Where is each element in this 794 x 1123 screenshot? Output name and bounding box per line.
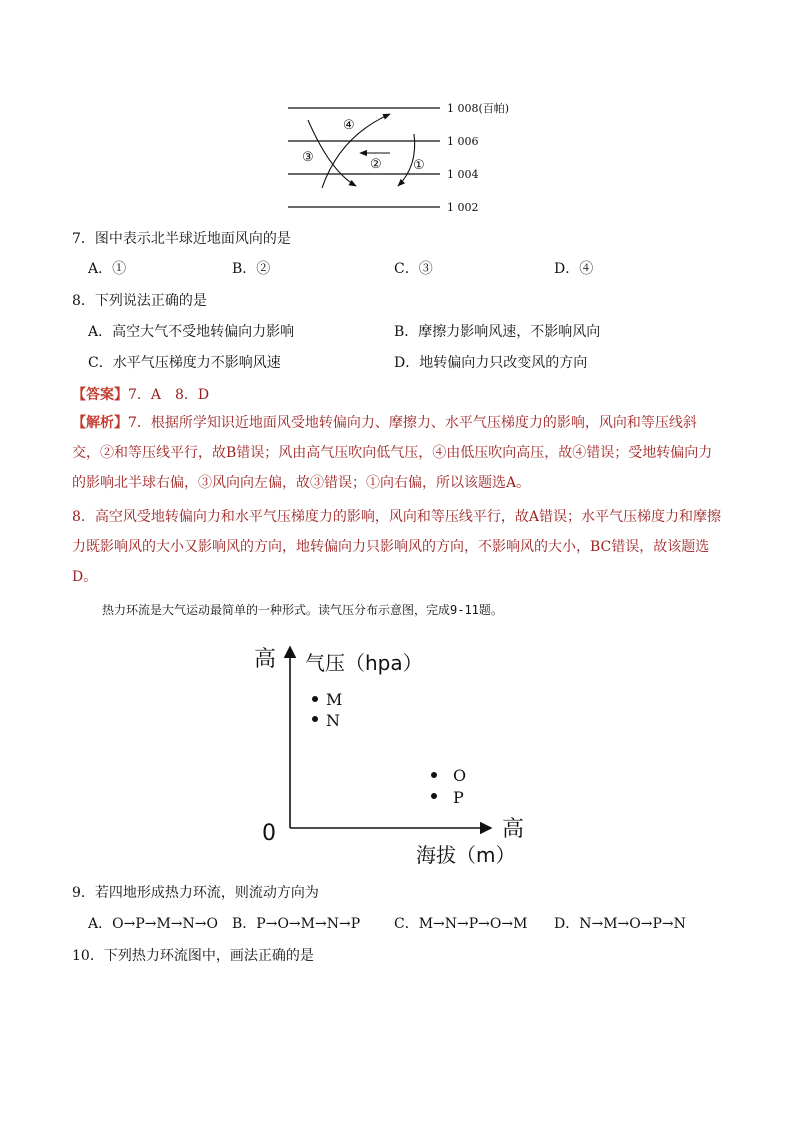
isobar-label-1008: 1 008(百帕): [447, 102, 510, 115]
q8-option-b[interactable]: B．摩擦力影响风速，不影响风向: [394, 324, 601, 340]
marker-1: ①: [413, 158, 425, 173]
answer-text: 7．A 8．D: [128, 387, 210, 403]
point-n-label: N: [326, 711, 340, 730]
analysis-tag: 【解析】: [72, 415, 128, 431]
point-p-dot: [431, 793, 437, 799]
q7-option-b[interactable]: B．②: [232, 261, 271, 277]
isobar-label-1004: 1 004: [447, 168, 479, 181]
point-n-dot: [312, 716, 318, 722]
q9-option-b[interactable]: B．P→O→M→N→P: [232, 916, 361, 932]
marker-3: ③: [302, 150, 314, 165]
point-p-label: P: [453, 788, 464, 807]
q7-option-d[interactable]: D．④: [554, 261, 594, 277]
analysis-q7: [72, 408, 724, 498]
isobar-diagram: [280, 96, 540, 220]
wind-arrow-4: [322, 114, 390, 188]
q7-option-c[interactable]: C．③: [394, 261, 433, 277]
point-o-dot: [431, 772, 437, 778]
q7-stem: 7．图中表示北半球近地面风向的是: [72, 231, 291, 247]
q8-stem: 8．下列说法正确的是: [72, 293, 207, 309]
q7-option-a[interactable]: A．①: [88, 261, 127, 277]
x-axis-right-label: 高: [502, 817, 525, 842]
marker-2: ②: [370, 157, 382, 172]
q8-option-c[interactable]: C．水平气压梯度力不影响风速: [88, 355, 281, 371]
q8-option-d[interactable]: D．地转偏向力只改变风的方向: [394, 355, 588, 371]
q9-option-c[interactable]: C．M→N→P→O→M: [394, 916, 528, 932]
y-axis-top-label: 高: [254, 647, 277, 672]
isobar-label-1006: 1 006: [447, 135, 479, 148]
origin-label: 0: [262, 821, 276, 846]
answer-line: [72, 384, 209, 404]
x-axis-title: 海拔（m）: [416, 843, 516, 867]
q9-option-a[interactable]: A．O→P→M→N→O: [88, 916, 218, 932]
q9-stem: 9．若四地形成热力环流，则流动方向为: [72, 885, 319, 901]
q10-stem: 10．下列热力环流图中，画法正确的是: [72, 948, 314, 964]
isobar-label-1002: 1 002: [447, 201, 479, 214]
answer-tag: 【答案】: [72, 387, 128, 403]
intro-text: 热力环流是大气运动最简单的一种形式。读气压分布示意图，完成9-11题。: [102, 603, 503, 617]
pressure-chart: [250, 636, 540, 872]
q8-option-a[interactable]: A．高空大气不受地转偏向力影响: [88, 324, 295, 340]
q9-option-d[interactable]: D．N→M→O→P→N: [554, 916, 686, 932]
marker-4: ④: [343, 118, 355, 133]
point-o-label: O: [453, 766, 467, 785]
y-axis-title: 气压（hpa）: [305, 651, 423, 675]
analysis-q8: 8．高空风受地转偏向力和水平气压梯度力的影响，风向和等压线平行，故A错误；水平气压梯度力和摩擦力既影响风的大小又影响风的方向，地转偏向力只影响风的方向，不影响风的大小，BC错误，故该题选D。: [72, 509, 722, 585]
point-m-dot: [312, 696, 318, 702]
analysis-q7-text: 7．根据所学知识近地面风受地转偏向力、摩擦力、水平气压梯度力的影响，风向和等压线斜交，②和等压线平行，故B错误；风由高气压吹向低气压，④由低压吹向高压，故④错误；受地转偏向力的影响北半球右偏，③风向向左偏，故③错误；①向右偏，所以该题选A。: [72, 415, 713, 491]
point-m-label: M: [326, 690, 343, 709]
